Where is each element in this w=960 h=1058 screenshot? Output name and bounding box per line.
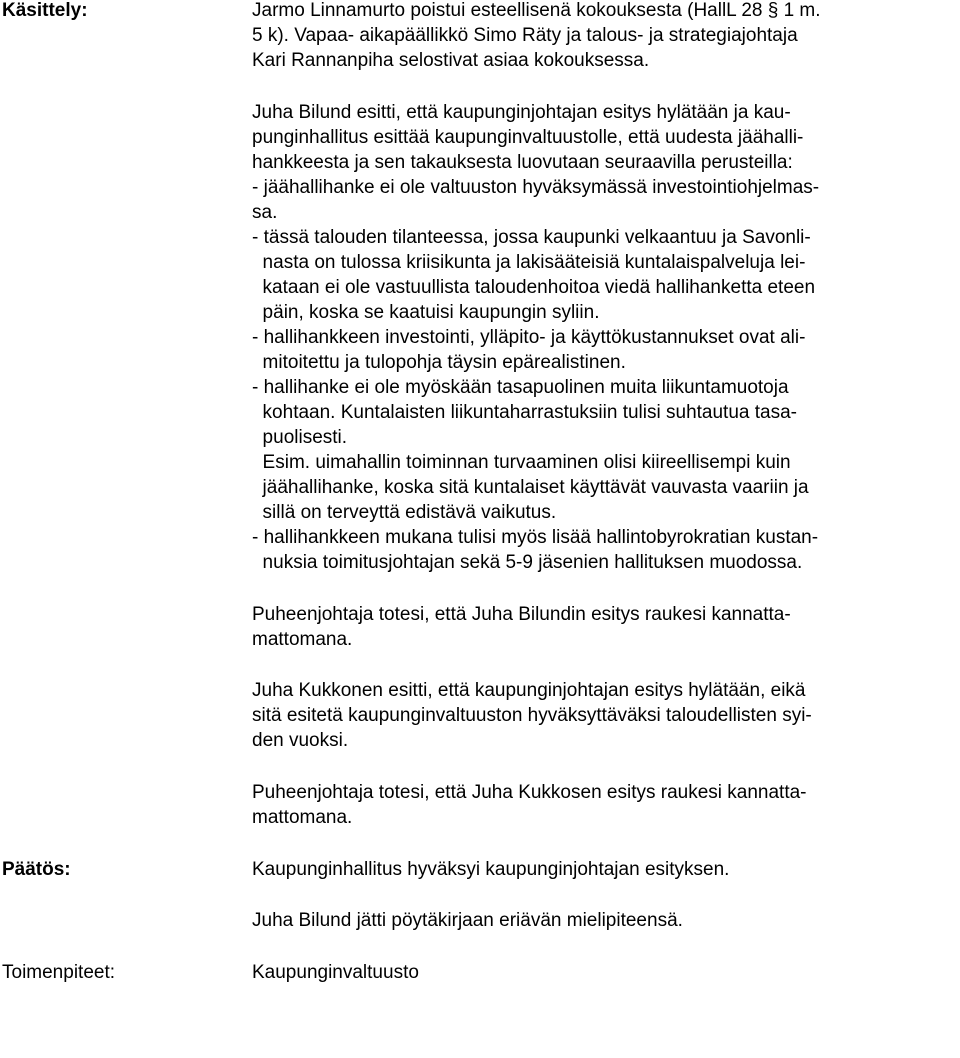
text-line: Puheenjohtaja totesi, että Juha Bilundin esitys raukesi kannatta- xyxy=(252,604,791,625)
text-line: sitä esitetä kaupunginvaltuuston hyväksyttäväksi taloudellisten syi- xyxy=(252,705,812,726)
text-line: nuksia toimitusjohtajan sekä 5-9 jäsenien hallituksen muodossa. xyxy=(252,552,803,573)
text-line: puolisesti. xyxy=(252,427,348,448)
text-line: mattomana. xyxy=(252,629,353,650)
paatos-text: Kaupunginhallitus hyväksyi kaupunginjohtajan esityksen. xyxy=(252,859,730,880)
text-line: - hallihanke ei ole myöskään tasapuolinen muita liikuntamuotoja xyxy=(252,377,789,398)
text-line: hankkeesta ja sen takauksesta luovutaan seuraavilla perusteilla: xyxy=(252,152,793,173)
text-line: Jarmo Linnamurto poistui esteellisenä kokouksesta (HallL 28 § 1 m. xyxy=(252,0,821,21)
section-label-toimenpiteet: Toimenpiteet: xyxy=(2,962,116,983)
text-line: mattomana. xyxy=(252,807,353,828)
paatos-note: Juha Bilund jätti pöytäkirjaan eriävän mielipiteensä. xyxy=(252,910,683,931)
text-line: - jäähallihanke ei ole valtuuston hyväksymässä investointiohjelmas- xyxy=(252,177,820,198)
text-line: Juha Kukkonen esitti, että kaupunginjohtajan esitys hylätään, eikä xyxy=(252,680,806,701)
text-line: punginhallitus esittää kaupunginvaltuustolle, että uudesta jäähalli- xyxy=(252,127,804,148)
text-line: jäähallihanke, koska sitä kuntalaiset käyttävät vauvasta vaariin ja xyxy=(252,477,809,498)
text-line: nasta on tulossa kriisikunta ja lakisääteisiä kuntalaispalveluja lei- xyxy=(252,252,806,273)
text-line: den vuoksi. xyxy=(252,730,349,751)
text-line: sillä on terveyttä edistävä vaikutus. xyxy=(252,502,557,523)
text-line: sa. xyxy=(252,202,278,223)
text-line: 5 k). Vapaa- aikapäällikkö Simo Räty ja talous- ja strategiajohtaja xyxy=(252,25,798,46)
text-line: Juha Bilund esitti, että kaupunginjohtajan esitys hylätään ja kau- xyxy=(252,102,791,123)
text-line: Esim. uimahallin toiminnan turvaaminen olisi kiireellisempi kuin xyxy=(252,452,791,473)
text-line: kohtaan. Kuntalaisten liikuntaharrastuksiin tulisi suhtautua tasa- xyxy=(252,402,797,423)
section-label-paatos: Päätös: xyxy=(2,859,71,880)
text-line: - hallihankkeen investointi, ylläpito- ja käyttökustannukset ovat ali- xyxy=(252,327,806,348)
text-line: - tässä talouden tilanteessa, jossa kaupunki velkaantuu ja Savonli- xyxy=(252,227,811,248)
text-line: - hallihankkeen mukana tulisi myös lisää hallintobyrokratian kustan- xyxy=(252,527,819,548)
text-line: mitoitettu ja tulopohja täysin epärealistinen. xyxy=(252,352,626,373)
text-line: Puheenjohtaja totesi, että Juha Kukkosen esitys raukesi kannatta- xyxy=(252,782,807,803)
text-line: päin, koska se kaatuisi kaupungin syliin. xyxy=(252,302,600,323)
toimenpiteet-value: Kaupunginvaltuusto xyxy=(252,962,419,983)
text-line: Kari Rannanpiha selostivat asiaa kokouksessa. xyxy=(252,50,650,71)
text-line: kataan ei ole vastuullista taloudenhoitoa viedä hallihanketta eteen xyxy=(252,277,816,298)
section-label-kasittely: Käsittely: xyxy=(2,0,88,21)
